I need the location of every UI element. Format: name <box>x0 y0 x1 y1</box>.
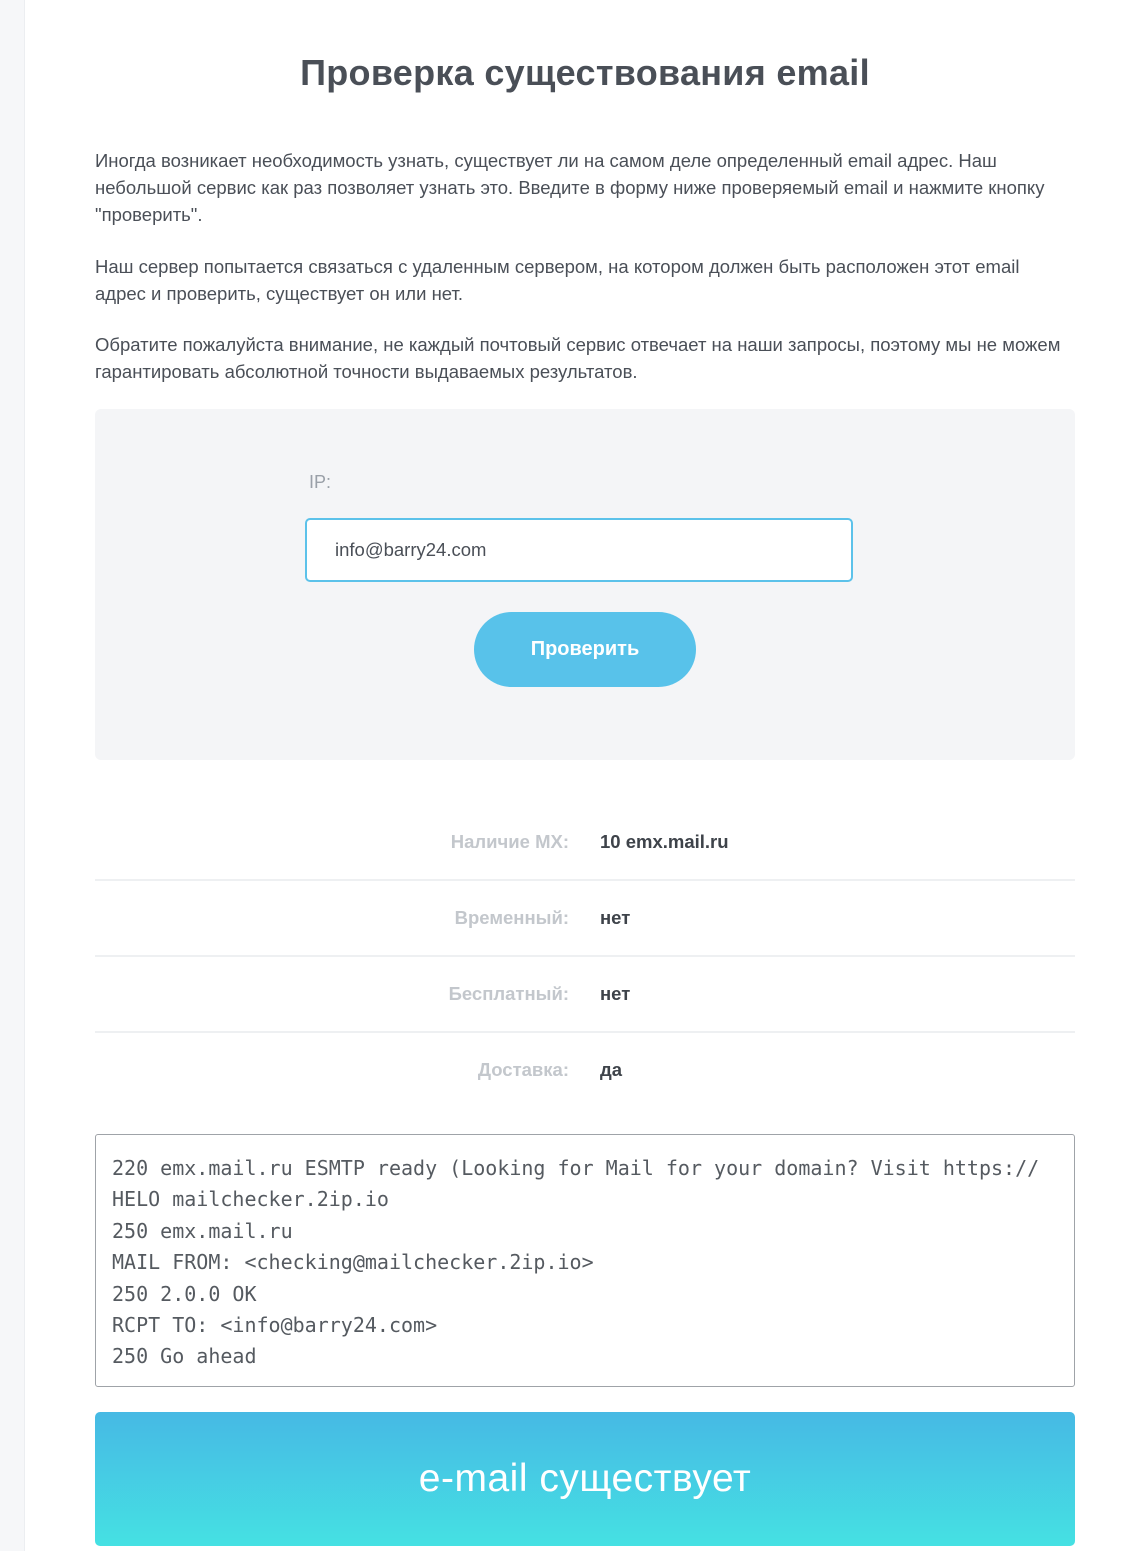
result-value: 10 emx.mail.ru <box>600 831 729 852</box>
intro-paragraph-1: Иногда возникает необходимость узнать, существует ли на самом деле определенный email адрес. Наш небольшой сервис как раз позволяет узнать это. Введите в форму ниже проверяемый email и нажмите кнопку "проверить". <box>95 150 1045 225</box>
result-label: Бесплатный: <box>448 983 569 1004</box>
log-line: 250 2.0.0 OK <box>112 1281 257 1306</box>
left-sidebar-rail <box>0 0 25 1551</box>
intro-paragraph-2: Наш сервер попытается связаться с удаленным сервером, на котором должен быть расположен этот email адрес и проверить, существует он или нет. <box>95 256 1020 304</box>
result-banner-text: e-mail существует <box>418 1457 752 1500</box>
result-row-delivery <box>95 1033 1075 1107</box>
result-label: Доставка: <box>477 1059 569 1080</box>
result-label: Временный: <box>454 907 569 928</box>
log-line: 250 Go ahead <box>112 1344 257 1369</box>
intro-paragraph-3: Обратите пожалуйста внимание, не каждый почтовый сервис отвечает на наши запросы, поэтому мы не можем гарантировать абсолютной точности выдаваемых результатов. <box>95 334 1061 382</box>
log-line: RCPT TO: <info@barry24.com> <box>112 1313 438 1338</box>
results-table <box>95 805 1075 1107</box>
page-title: Проверка существования email <box>300 52 870 93</box>
log-line: MAIL FROM: <checking@mailchecker.2ip.io> <box>112 1250 594 1275</box>
result-label: Наличие MX: <box>450 831 569 852</box>
log-line: 250 emx.mail.ru <box>112 1218 293 1243</box>
result-value: нет <box>600 907 631 928</box>
result-banner <box>95 1412 1075 1546</box>
email-input[interactable] <box>305 518 853 582</box>
result-row-temporary <box>95 881 1075 957</box>
log-line: HELO mailchecker.2ip.io <box>112 1187 389 1212</box>
result-value: да <box>600 1059 623 1080</box>
check-form-panel <box>95 409 1075 760</box>
result-row-mx <box>95 805 1075 881</box>
result-value: нет <box>600 983 631 1004</box>
result-row-free <box>95 957 1075 1033</box>
log-line: 220 emx.mail.ru ESMTP ready (Looking for Mail for your domain? Visit https:// <box>112 1156 1040 1180</box>
check-button[interactable]: Проверить <box>474 612 696 687</box>
email-field-label: IP: <box>309 472 332 492</box>
smtp-log-textarea[interactable] <box>95 1134 1075 1387</box>
